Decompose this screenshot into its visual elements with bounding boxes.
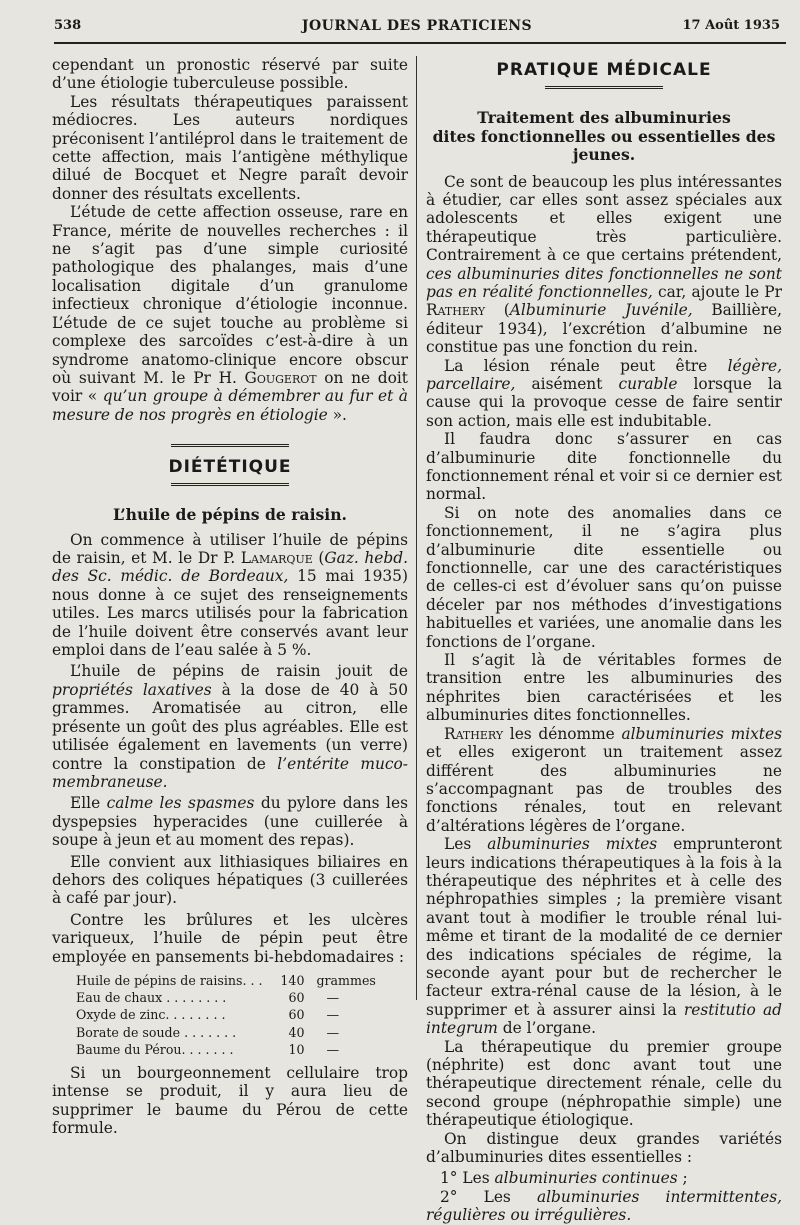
- paragraph: L’étude de cette affection osseuse, rare en France, mérite de nouvelles recherches : il ne s’agit pas d’une simple curiosité pathologique des phalanges, mais d’une localisation digitale d’un granulome infectieux chronique d’étiologie inconnue. L’étude de ce sujet touche au problème si complexe des sarcoïdes c’est-à-dire à un syndrome anatomo-clinique encore obscur où suivant M. le Pr H. Gougerot on ne doit voir « qu’un groupe à démembrer au fur et à mesure de nos progrès en étiologie ».: [52, 203, 408, 424]
- journal-title: JOURNAL DES PRATICIENS: [301, 18, 533, 34]
- paragraph: Les albuminuries mixtes emprunteront leurs indications thérapeutiques à la fois à la thérapeutique des néphrites et à celle des néphropathies simples ; la première visant avant tout à modifier le trouble rénal lui-même et tirant de la modalité de ce dernier des indications spéciales de régime, la seconde ayant pour but de rechercher le facteur extra-rénal cause de la lésion, à le supprimer et à assurer ainsi la restitutio ad integrum de l’organe.: [426, 835, 782, 1038]
- paragraph: On commence à utiliser l’huile de pépins de raisin, et M. le Dr P. Lamarque (Gaz. hebd. des Sc. médic. de Bordeaux, 15 mai 1935) nous donne à ce sujet des renseignements utiles. Les marcs utilisés pour la fabrication de l’huile doivent être conservés avant leur emploi dans de l’eau salée à 5 %.: [52, 530, 408, 660]
- paragraph: Ce sont de beaucoup les plus intéressantes à étudier, car elles sont assez spéciales aux adolescents et elles exigent une thérapeutique très particulière. Contrairement à ce que certains prétendent, ces albuminuries dites fonctionnelles ne sont pas en réalité fonctionnelles, car, ajoute le Pr Rathery (Albuminurie Juvénile, Baillière, éditeur 1934), l’excrétion d’albumine ne constitue pas une fonction du rein.: [426, 172, 782, 357]
- paragraph: Les résultats thérapeutiques paraissent médiocres. Les auteurs nordiques préconisent l’antiléprol dans le traitement de cette affection, mais l’antigène méthylique dilué de Bocquet et Negre paraît devoir donner des résultats excellents.: [52, 92, 408, 203]
- paragraph: cependant un pronostic réservé par suite d’une étiologie tuberculeuse possible.: [52, 56, 408, 93]
- article-title: L’huile de pépins de raisin.: [113, 505, 347, 525]
- paragraph: Il faudra donc s’assurer en cas d’albuminurie dite fonctionnelle du fonctionnement rénal et voir si ce dernier est normal.: [426, 430, 782, 504]
- paragraph: Elle convient aux lithiasiques biliaires en dehors des coliques hépatiques (3 cuillerées à café par jour).: [52, 852, 408, 908]
- article-title-line-1: Traitement des albuminuries: [477, 108, 731, 127]
- list-item: 1° Les albuminuries continues ;: [440, 1169, 688, 1188]
- right-column: [426, 56, 782, 1225]
- paragraph: Rathery les dénomme albuminuries mixtes et elles exigeront un traitement assez différent des albuminuries ne s’accompagnant pas de troubles des fonctions rénales, tout en relevant d’altérations légères de l’organe.: [426, 724, 782, 835]
- article-title-line-2: dites fonctionnelles ou essentielles des jeunes.: [432, 126, 776, 164]
- paragraph: La lésion rénale peut être légère, parcellaire, aisément curable lorsque la cause qui la provoque cesse de faire sentir son action, mais elle est indubitable.: [426, 356, 782, 430]
- section-title-dietetique: DIÉTÉTIQUE: [168, 457, 292, 478]
- paragraph: On distingue deux grandes variétés d’albuminuries dites essentielles :: [426, 1129, 782, 1167]
- recipe-table: [76, 972, 380, 1058]
- running-header: [54, 18, 780, 40]
- paragraph: Elle calme les spasmes du pylore dans les dyspepsies hyperacides (une cuillerée à soupe à jeun et au moment des repas).: [52, 794, 408, 850]
- issue-date: 17 Août 1935: [682, 18, 780, 33]
- table-row: Huile de pépins de raisins. . . 140 grammes: [76, 972, 376, 988]
- paragraph: Contre les brûlures et les ulcères variqueux, l’huile de pépin peut être employée en pansements bi-hebdomadaires :: [52, 910, 408, 966]
- paragraph: L’huile de pépins de raisin jouit de propriétés laxatives à la dose de 40 à 50 grammes. Aromatisée au citron, elle présente un goût des plus agréables. Elle est utilisée également en lavements (un verre) contre la constipation de l’entérite muco-membraneuse.: [52, 662, 408, 791]
- page-number: 538: [54, 18, 82, 33]
- table-row: Eau de chaux . . . . . . . . 60 —: [76, 990, 340, 1006]
- paragraph: Il s’agit là de véritables formes de transition entre les albuminuries des néphrites bien caractérisées et les albuminuries dites fonctionnelles.: [426, 651, 782, 725]
- list-item: 2° Les albuminuries intermittentes, régulières ou irrégulières.: [426, 1187, 783, 1225]
- table-row: Borate de soude . . . . . . . 40 —: [76, 1024, 340, 1040]
- column-divider: [416, 56, 417, 1000]
- section-title-pratique: PRATIQUE MÉDICALE: [496, 60, 712, 80]
- paragraph: Si on note des anomalies dans ce fonctionnement, il ne s’agira plus d’albuminurie dite essentielle ou fonctionnelle, car une des caractéristiques de celles-ci est d’évoluer sans qu’on puisse déceler par nos méthodes d’investigations habituelles et variées, une anomalie dans les fonctions de l’organe.: [426, 503, 782, 651]
- table-row: Baume du Pérou. . . . . . . 10 —: [76, 1041, 340, 1057]
- paragraph: La thérapeutique du premier groupe (néphrite) est donc avant tout une thérapeutique directement rénale, celle du second groupe (néphropathie simple) une thérapeutique étiologique.: [426, 1037, 782, 1130]
- variety-list: [426, 1169, 782, 1224]
- header-rule: [54, 42, 786, 44]
- left-column: [52, 56, 408, 1138]
- paragraph: Si un bourgeonnement cellulaire trop intense se produit, il y aura lieu de supprimer le baume du Pérou de cette formule.: [52, 1063, 408, 1138]
- table-row: Oxyde de zinc. . . . . . . . 60 —: [76, 1007, 340, 1023]
